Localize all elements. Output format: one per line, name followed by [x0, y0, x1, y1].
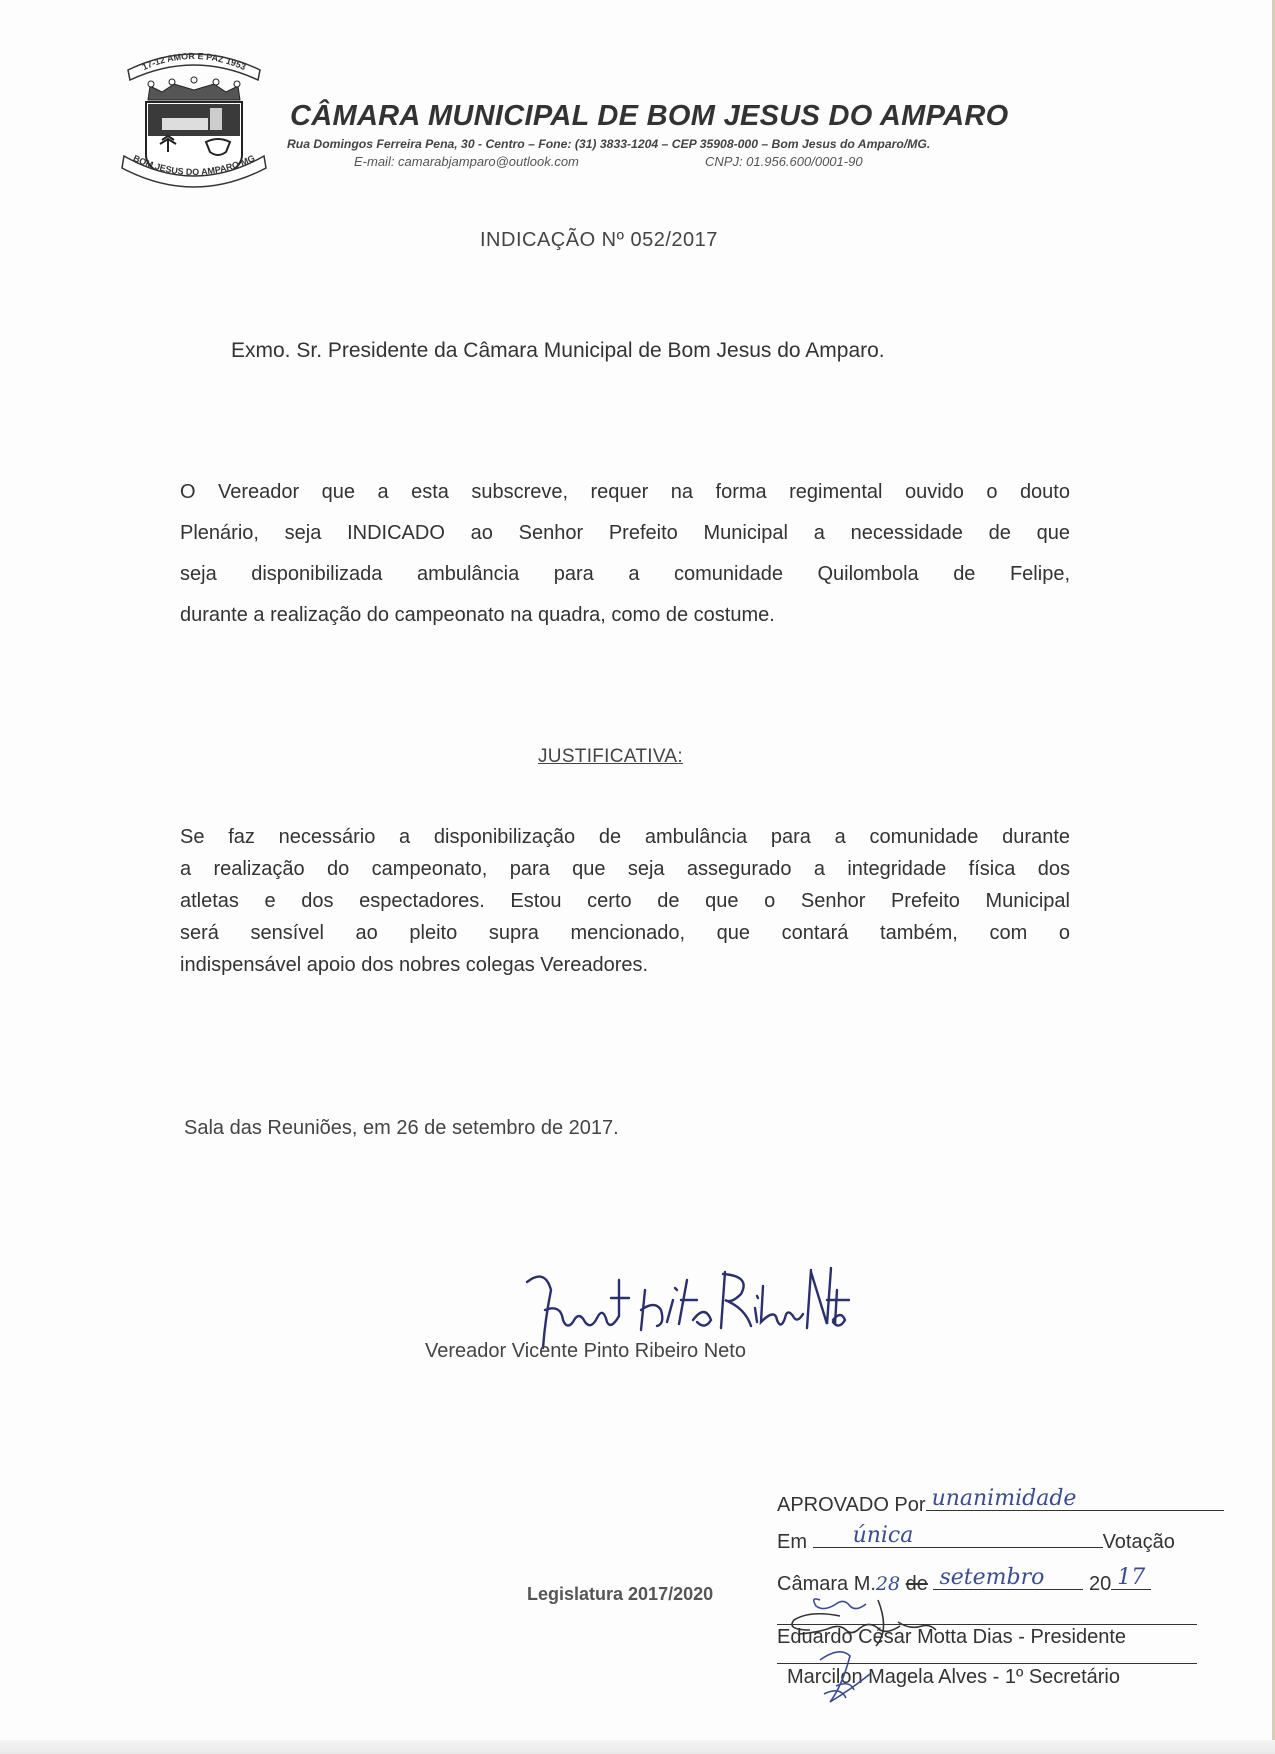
institution-address: Rua Domingos Ferreira Pena, 30 - Centro – Fone: (31) 3833-1204 – CEP 35908-000 – Bom Jesus do Amparo/MG. — [287, 137, 931, 151]
request-line: O Vereador que a esta subscreve, requer na forma regimental ouvido o douto — [180, 481, 1070, 503]
request-line: seja disponibilizada ambulância para a comunidade Quilombola de Felipe, — [180, 563, 1070, 585]
institution-title: CÂMARA MUNICIPAL DE BOM JESUS DO AMPARO — [290, 100, 1009, 132]
justification-line: a realização do campeonato, para que seja assegurado a integridade física dos — [180, 858, 1070, 880]
justification-line: Se faz necessário a disponibilização de ambulância para a comunidade durante — [180, 826, 1070, 848]
year-field — [1111, 1567, 1151, 1590]
president-signature — [780, 1590, 990, 1730]
place-date: Sala das Reuniões, em 26 de setembro de 2017. — [184, 1117, 619, 1139]
institution-email: E-mail: camarabjamparo@outlook.com — [354, 154, 579, 169]
paper-edge-bottom — [0, 1740, 1275, 1754]
councilman-name: Vereador Vicente Pinto Ribeiro Neto — [425, 1340, 746, 1362]
coat-of-arms-logo — [118, 40, 270, 200]
de-label: de — [905, 1573, 928, 1595]
legislature-period: Legislatura 2017/2020 — [527, 1584, 714, 1604]
year-value: 17 — [1117, 1565, 1146, 1590]
logo-ribbon-top: 17-12 AMOR E PAZ 1953 — [140, 50, 248, 73]
in-value: única — [852, 1523, 914, 1548]
logo-ribbon-bottom: BOM JESUS DO AMPARO MG — [131, 152, 257, 178]
president-name: Eduardo César Motta Dias - Presidente — [777, 1626, 1127, 1648]
addressee-line: Exmo. Sr. Presidente da Câmara Municipal de Bom Jesus do Amparo. — [231, 339, 885, 362]
justification-line: atletas e dos espectadores. Estou certo de que o Senhor Prefeito Municipal — [180, 890, 1070, 912]
month-field — [933, 1567, 1083, 1590]
institution-cnpj: CNPJ: 01.956.600/0001-90 — [705, 154, 863, 169]
request-line: Plenário, seja INDICADO ao Senhor Prefeito Municipal a necessidade de que — [180, 522, 1070, 544]
approved-by-label: APROVADO Por — [777, 1494, 926, 1516]
secretary-name: Marcilon Magela Alves - 1º Secretário — [787, 1666, 1120, 1688]
request-line: durante a realização do campeonato na quadra, como de costume. — [180, 604, 775, 626]
justification-line: indispensável apoio dos nobres colegas Vereadores. — [180, 954, 649, 976]
justification-paragraph — [180, 821, 1070, 981]
approved-by-field — [926, 1488, 1224, 1511]
justification-line: será sensível ao pleito supra mencionado, que contará também, com o — [180, 922, 1070, 944]
request-paragraph — [180, 472, 1070, 636]
year-prefix: 20 — [1089, 1573, 1112, 1595]
justification-heading: JUSTIFICATIVA: — [538, 746, 683, 767]
day-value: 28 — [875, 1573, 901, 1595]
vote-label: Votação — [1102, 1531, 1175, 1553]
document-number: INDICAÇÃO Nº 052/2017 — [480, 229, 718, 251]
approved-by-value: unanimidade — [931, 1486, 1077, 1511]
chamber-label: Câmara M. — [777, 1573, 876, 1595]
in-label: Em — [777, 1531, 807, 1553]
in-field — [813, 1525, 1103, 1548]
month-value: setembro — [939, 1565, 1045, 1590]
